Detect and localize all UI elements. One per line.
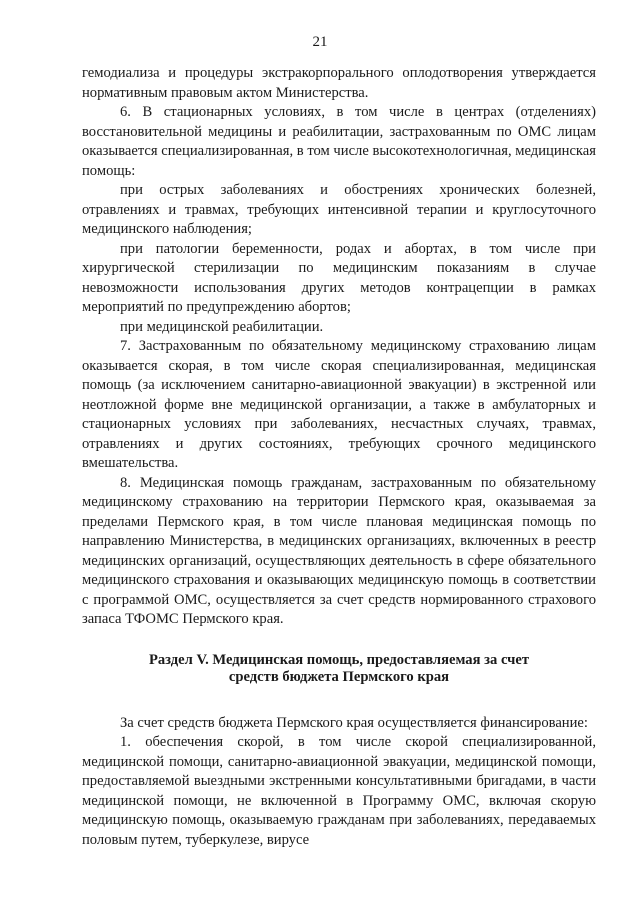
paragraph: при патологии беременности, родах и абортах, в том числе при хирургической стерилизации по медицинским показаниям в случае невозможности использования других методов контрацепции в рамках мероприятий по предупреждению абортов; [82, 240, 596, 315]
paragraphs-before-section [82, 64, 596, 630]
section-heading [82, 652, 596, 686]
paragraphs-after-section [82, 714, 596, 851]
paragraph: при медицинской реабилитации. [120, 318, 324, 335]
paragraph: 7. Застрахованным по обязательному медицинскому страхованию лицам оказывается скорая, в том числе скорая специализированная, медицинская помощь (за исключением санитарно-авиационной эвакуации) в экстренной или неотложной форме вне медицинской организации, а также в амбулаторных и стационарных условиях при заболеваниях, несчастных случаях, травмах, отравлениях и других состояниях, требующих срочного медицинского вмешательства. [82, 338, 596, 471]
paragraph: 6. В стационарных условиях, в том числе в центрах (отделениях) восстановительной медицины и реабилитации, застрахованным по ОМС лицам оказывается специализированная, в том числе высокотехнологичная, медицинская помощь: [82, 104, 596, 179]
paragraph: при острых заболеваниях и обострениях хронических болезней, отравлениях и травмах, требующих интенсивной терапии и круглосуточного медицинского наблюдения; [82, 182, 596, 237]
paragraph: гемодиализа и процедуры экстракорпорального оплодотворения утверждается нормативным правовым актом Министерства. [82, 65, 596, 101]
page-number: 21 [312, 34, 328, 50]
paragraph: За счет средств бюджета Пермского края осуществляется финансирование: [120, 714, 588, 731]
document-body [82, 64, 596, 850]
section-heading-line2: средств бюджета Пермского края [228, 668, 450, 685]
paragraph: 8. Медицинская помощь гражданам, застрахованным по обязательному медицинскому страхованию на территории Пермского края, оказываемая за пределами Пермского края, в том числе плановая медицинская помощь по направлению Министерства, в медицинских организациях, включенных в реестр медицинских организаций, осуществляющих деятельность в сфере обязательного медицинского страхования и оказывающих медицинскую помощь в соответствии с программой ОМС, осуществляется за счет средств нормированного страхового запаса ТФОМС Пермского края. [82, 474, 596, 627]
paragraph: 1. обеспечения скорой, в том числе скорой специализированной, медицинской помощи, санитарно-авиационной эвакуации, медицинской помощи, предоставляемой выездными экстренными консультативными бригадами, в части медицинской помощи, не включенной в Программу ОМС, включая скорую медицинскую помощь, оказываемую гражданам при заболеваниях, передаваемых половым путем, туберкулезе, вирусе [82, 734, 596, 848]
section-heading-line1: Раздел V. Медицинская помощь, предоставляемая за счет [148, 651, 530, 668]
